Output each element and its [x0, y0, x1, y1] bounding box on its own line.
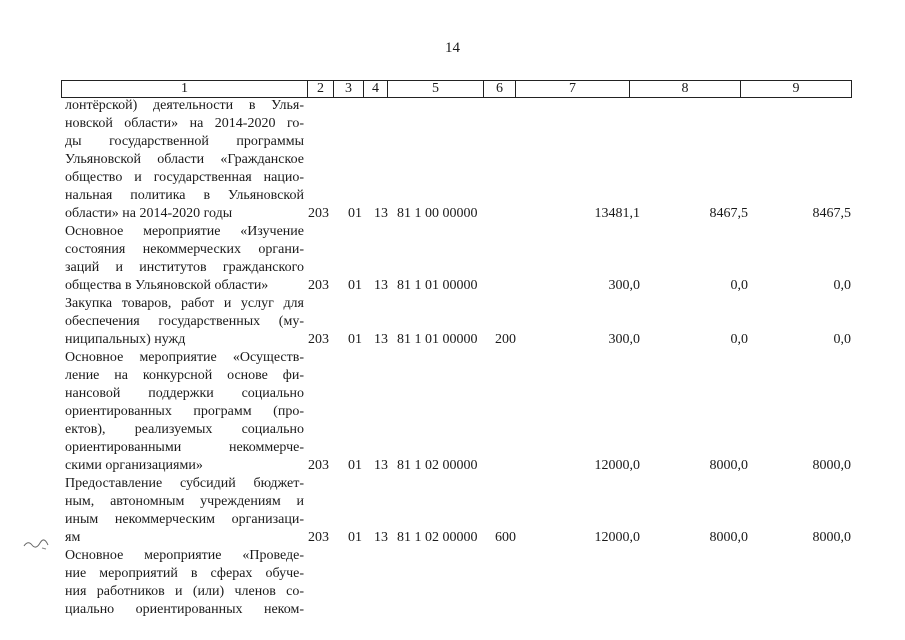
column-header-9: 9: [741, 81, 852, 98]
amount-col7: 300,0: [608, 278, 640, 293]
description-line: ление на конкурсной основе фи-: [65, 368, 304, 383]
target-article-code: 81 1 01 00000: [397, 332, 478, 347]
column-header-8: 8: [630, 81, 741, 98]
section-code: 01: [348, 530, 362, 545]
description-line: ориентированными некоммерче-: [65, 440, 304, 455]
admin-code: 203: [308, 458, 329, 473]
section-code: 01: [348, 332, 362, 347]
description-line: ям: [65, 530, 81, 545]
table-row: [61, 223, 851, 295]
description-line: заций и институтов гражданского: [65, 260, 304, 275]
description-line: ектов), реализуемых социально: [65, 422, 304, 437]
description-line: нансовой поддержки социально: [65, 386, 304, 401]
subsection-code: 13: [374, 206, 388, 221]
description-line: ния работников и (или) членов со-: [65, 584, 304, 599]
amount-col9: 0,0: [833, 332, 851, 347]
column-header-row: [61, 80, 852, 98]
description-line: лонтёрской) деятельности в Улья-: [65, 98, 304, 113]
description-line: Предоставление субсидий бюджет-: [65, 476, 304, 491]
description-line: Ульяновской области «Гражданское: [65, 152, 304, 167]
description-line: нальная политика в Ульяновской: [65, 188, 304, 203]
description-line: циально ориентированных неком-: [65, 602, 304, 617]
table-row: [61, 349, 851, 475]
table-row: [61, 295, 851, 349]
description-line: общество и государственная нацио-: [65, 170, 304, 185]
description-line: области» на 2014-2020 годы: [65, 206, 233, 221]
column-header-3: 3: [334, 81, 364, 98]
amount-col7: 300,0: [608, 332, 640, 347]
amount-col7: 12000,0: [594, 530, 640, 545]
target-article-code: 81 1 02 00000: [397, 530, 478, 545]
target-article-code: 81 1 00 00000: [397, 206, 478, 221]
row-values: [61, 331, 851, 349]
expense-type-code: 600: [495, 530, 516, 545]
amount-col9: 8467,5: [812, 206, 851, 221]
page-number: 14: [445, 40, 460, 56]
amount-col8: 8000,0: [709, 458, 748, 473]
description-line: обеспечения государственных (му-: [65, 314, 304, 329]
column-header-4: 4: [364, 81, 388, 98]
admin-code: 203: [308, 530, 329, 545]
description-line: ным, автономным учреждениям и: [65, 494, 304, 509]
description-line: Основное мероприятие «Осуществ-: [65, 350, 304, 365]
table-row: [61, 97, 851, 223]
section-code: 01: [348, 458, 362, 473]
scribble-mark: [22, 537, 52, 551]
subsection-code: 13: [374, 278, 388, 293]
description-line: скими организациями»: [65, 458, 203, 473]
description-line: иным некоммерческим организаци-: [65, 512, 304, 527]
amount-col9: 0,0: [833, 278, 851, 293]
description-line: новской области» на 2014-2020 го-: [65, 116, 304, 131]
description-line: ориентированных программ (про-: [65, 404, 304, 419]
expense-type-code: 200: [495, 332, 516, 347]
description-line: Закупка товаров, работ и услуг для: [65, 296, 304, 311]
amount-col7: 13481,1: [594, 206, 640, 221]
description-line: ды государственной программы: [65, 134, 304, 149]
column-header-1: 1: [62, 81, 308, 98]
row-values: [61, 529, 851, 547]
row-values: [61, 601, 851, 619]
admin-code: 203: [308, 206, 329, 221]
row-values: [61, 205, 851, 223]
description-line: Основное мероприятие «Изучение: [65, 224, 304, 239]
amount-col9: 8000,0: [812, 530, 851, 545]
description-line: ниципальных) нужд: [65, 332, 186, 347]
table-row: [61, 475, 851, 547]
description-line: общества в Ульяновской области»: [65, 278, 269, 293]
description-line: Основное мероприятие «Проведе-: [65, 548, 304, 563]
row-values: [61, 277, 851, 295]
budget-table-body: [61, 97, 851, 619]
column-header-2: 2: [308, 81, 334, 98]
target-article-code: 81 1 02 00000: [397, 458, 478, 473]
amount-col8: 0,0: [730, 332, 748, 347]
subsection-code: 13: [374, 530, 388, 545]
admin-code: 203: [308, 278, 329, 293]
column-header-5: 5: [388, 81, 484, 98]
amount-col9: 8000,0: [812, 458, 851, 473]
subsection-code: 13: [374, 458, 388, 473]
amount-col7: 12000,0: [594, 458, 640, 473]
column-header-7: 7: [516, 81, 630, 98]
table-row: [61, 547, 851, 619]
row-values: [61, 457, 851, 475]
section-code: 01: [348, 278, 362, 293]
section-code: 01: [348, 206, 362, 221]
amount-col8: 0,0: [730, 278, 748, 293]
description-line: состояния некоммерческих органи-: [65, 242, 304, 257]
amount-col8: 8000,0: [709, 530, 748, 545]
admin-code: 203: [308, 332, 329, 347]
subsection-code: 13: [374, 332, 388, 347]
amount-col8: 8467,5: [709, 206, 748, 221]
column-header-6: 6: [484, 81, 516, 98]
description-line: ние мероприятий в сферах обуче-: [65, 566, 304, 581]
target-article-code: 81 1 01 00000: [397, 278, 478, 293]
